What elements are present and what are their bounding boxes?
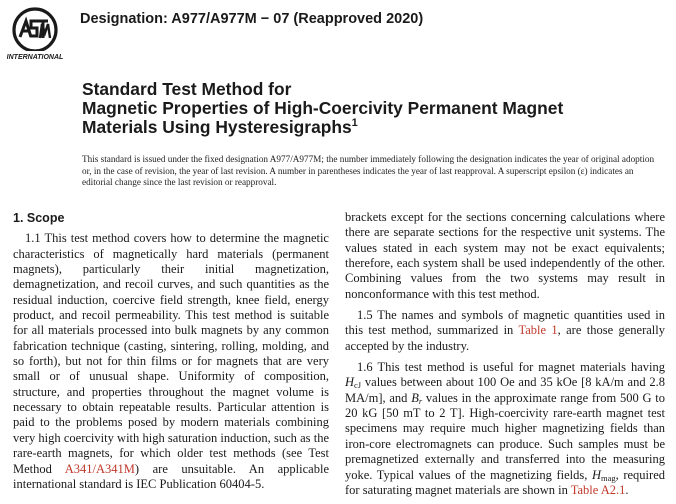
paragraph-continuation: brackets except for the sections concerning calculations where there are separate sections for the respective unit systems. The values stated in each system may not be exact equivalents; therefore, each system shall be used independently of the other. Combining values from the two systems may result in nonconformance with this test method. — [345, 210, 665, 301]
issue-note: This standard is issued under the fixed designation A977/A977M; the number immediately following the designation indicates the year of original adoption or, in the case of revision, the year of last revision. A number in parentheses indicates the year of last reapproval. A superscript epsilon (ε) indicates an editorial change since the last revision or reapproval. — [82, 154, 655, 188]
title-line-3: Materials Using Hysteresigraphs$^1$ — [82, 117, 358, 137]
title-line-1: Standard Test Method for — [82, 79, 292, 99]
page-title — [82, 80, 662, 137]
left-column — [13, 211, 329, 498]
paragraph-1-6: 1.6 This test method is useful for magnet materials having $H_{cJ}$ values between about 100 Oe and 35 kOe [8 kA/m and 2.8 MA/m], and $B_r$ values in the approximate range from 500 G to 20 kG [50 mT to 2 T]. High-coercivity rare-earth magnet test specimens may require much higher magnetizing fields than iron-core electromagnets can produce. Such samples must be premagnetized externally and transferred into the measuring yoke. Typical values of the magnetizing fields, $H_{mag}$, required for saturating magnet materials are shown in Table A2.1. — [345, 360, 665, 497]
title-footnote-mark: 1 — [351, 117, 358, 129]
link-table-1[interactable]: Table 1 — [518, 323, 558, 338]
designation: Designation: A977/A977M − 07 (Reapproved 2020) — [80, 11, 424, 27]
section-heading-scope: 1. Scope — [13, 211, 65, 225]
link-a341[interactable]: A341/A341M — [64, 461, 135, 476]
astm-logo — [7, 6, 63, 62]
paragraph-1-1: 1.1 This test method covers how to determine the magnetic characteristics of magnetically hard materials (permanent magnets), particularly their initial magnetization, demagnetization, and recoil curves, and such quantities as the residual induction, coercive field strength, knee field, energy product, and recoil permeability. This test method is suitable for all materials processed into bulk magnets by any common fabrication technique (casting, sintering, rolling, molding, and so forth), but not for thin films or for magnets that are very small or of unusual shape. Uniformity of composition, structure, and properties throughout the magnet volume is necessary to obtain repeatable results. Particular attention is paid to the problems posed by modern materials combining very high coercivity with high saturation induction, such as the rare-earth magnets, for which older test methods (see Test Method A341/A341M) are unsuitable. An applicable international standard is IEC Publication 60404-5. — [13, 231, 329, 491]
link-table-a2-1[interactable]: Table A2.1 — [570, 482, 626, 497]
svg-text:INTERNATIONAL: INTERNATIONAL — [7, 54, 63, 61]
paragraph-1-5: 1.5 The names and symbols of magnetic quantities used in this test method, summarized in Table 1, are those generally accepted by the industry. — [345, 308, 665, 353]
right-column — [345, 210, 665, 504]
title-line-2: Magnetic Properties of High-Coercivity Permanent Magnet — [82, 98, 564, 118]
